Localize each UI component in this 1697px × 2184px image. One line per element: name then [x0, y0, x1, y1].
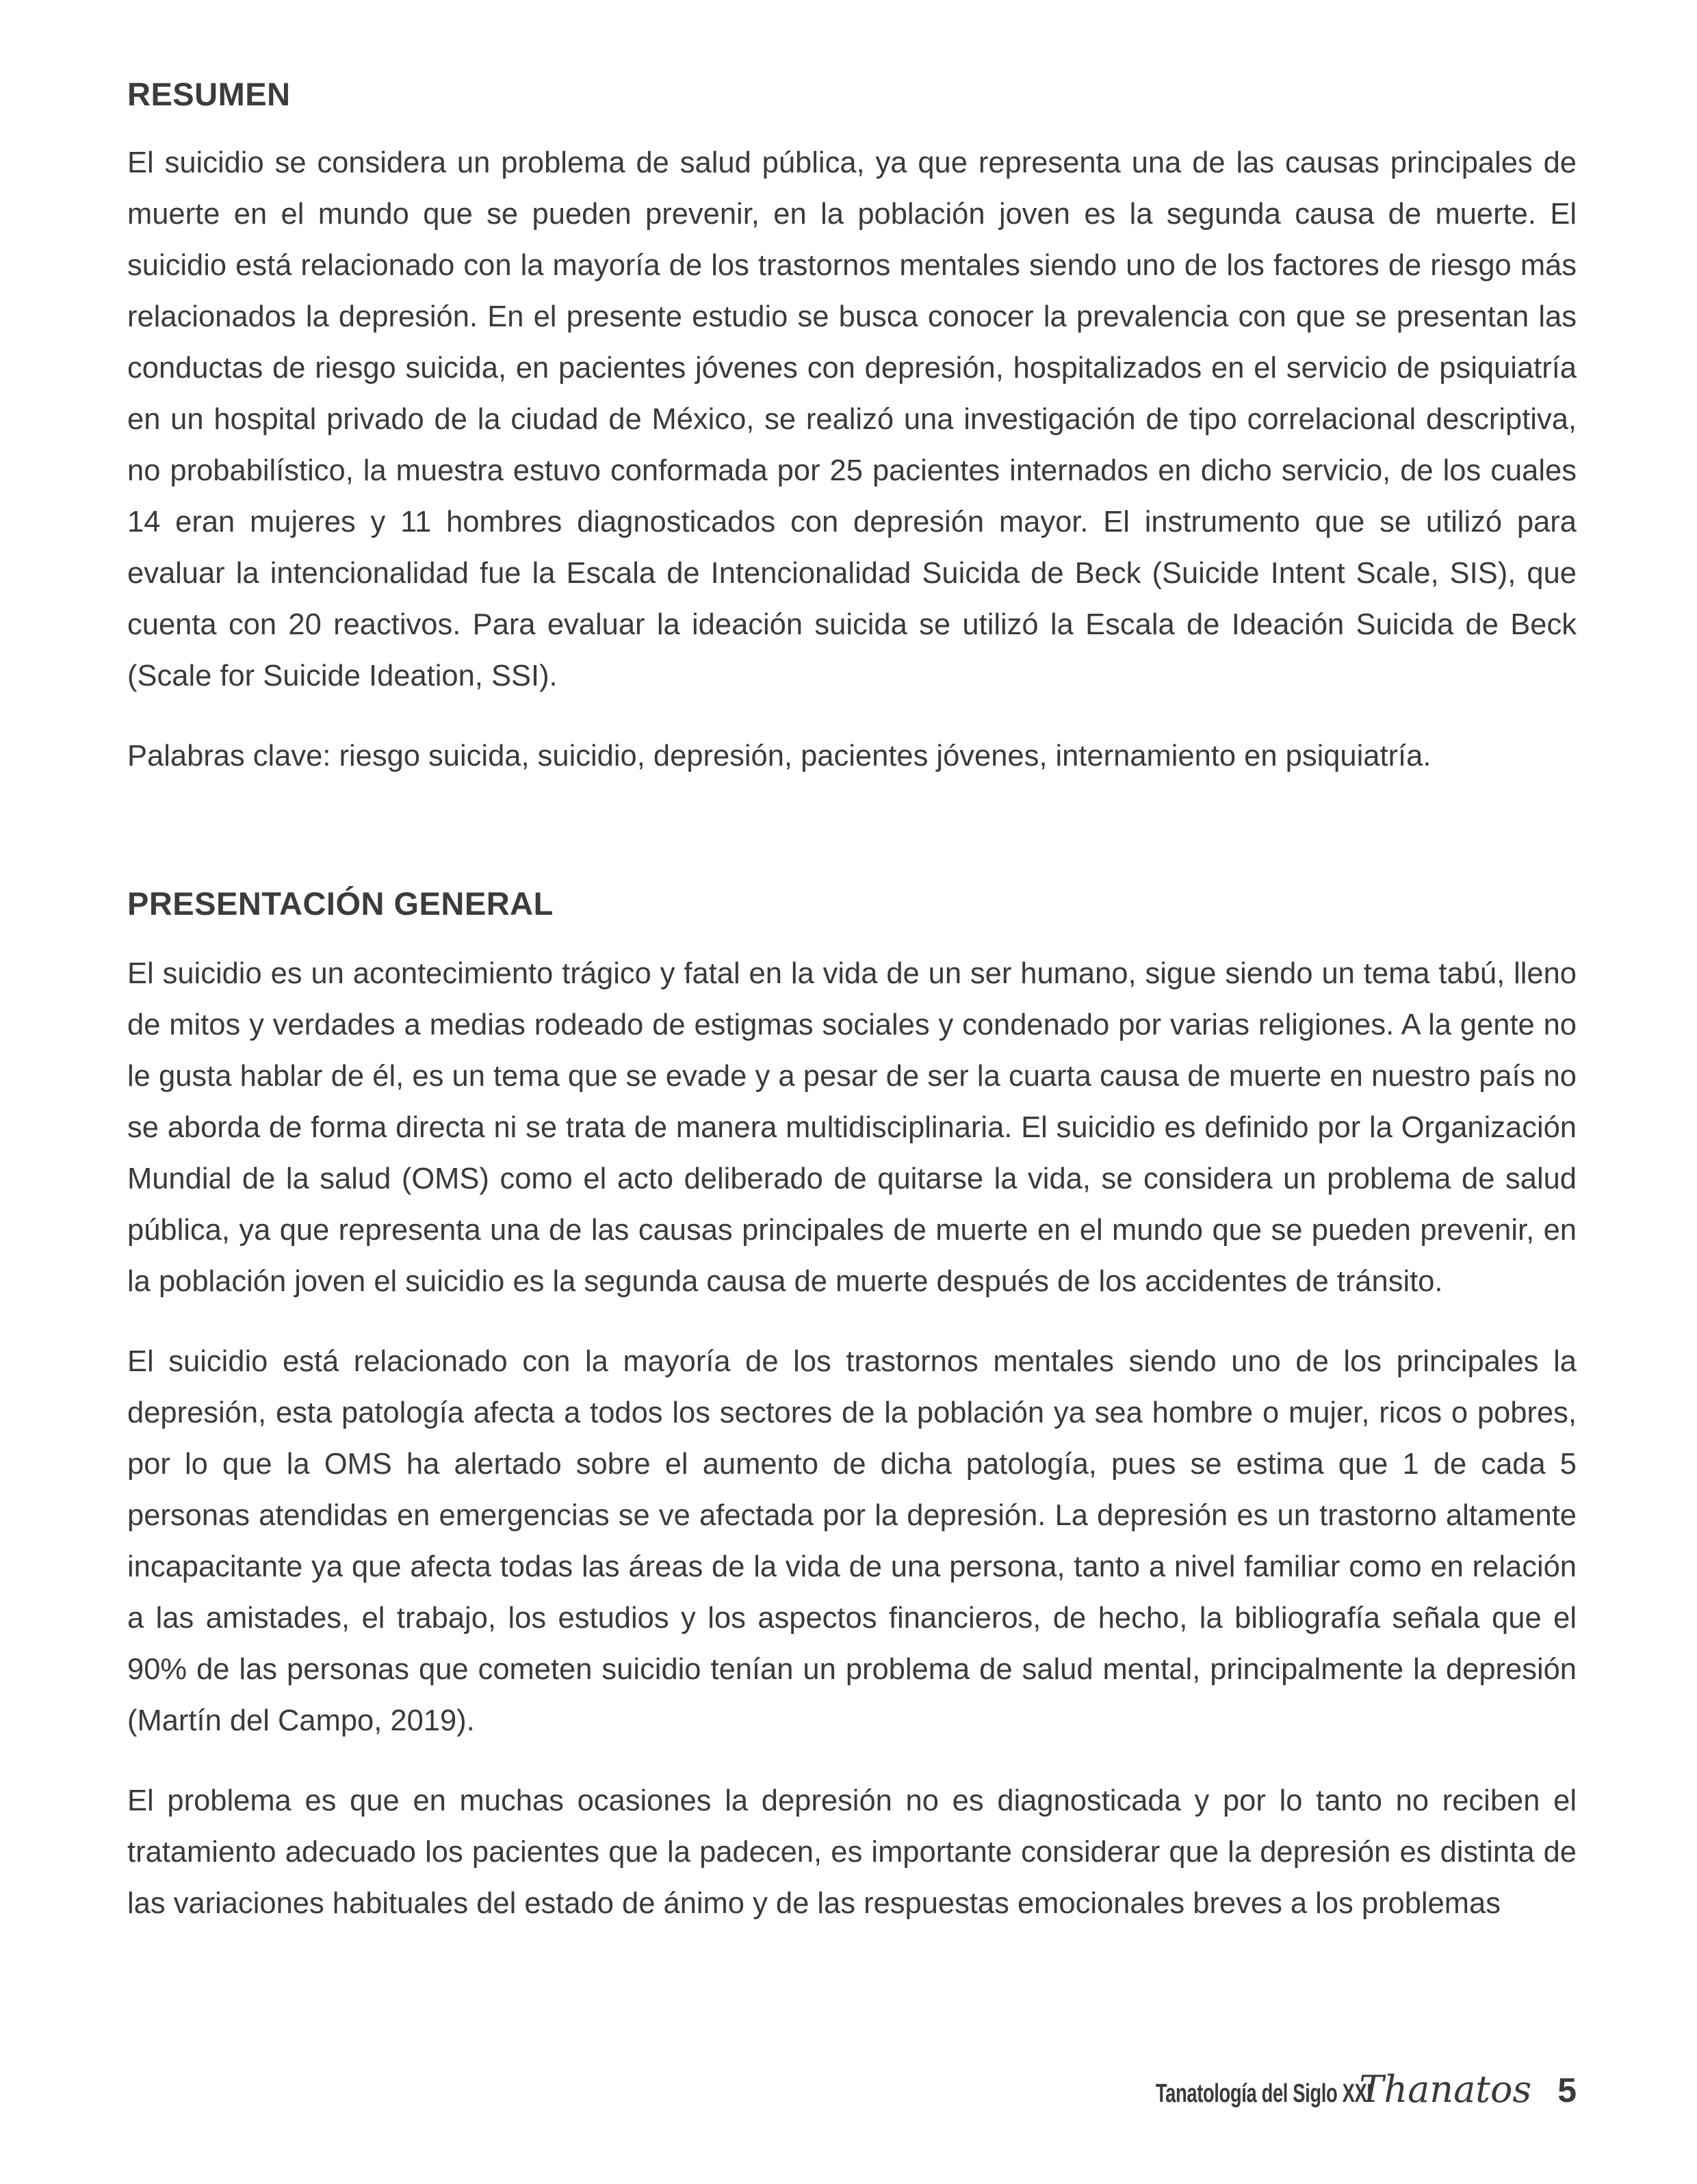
- presentacion-paragraph-2: El suicidio está relacionado con la mayoría de los trastornos mentales siendo uno de los principales la depresión, esta patología afecta a todos los sectores de la población ya sea hombre o mujer, ricos o pobres, por lo que la OMS ha alertado sobre el aumento de dicha patología, pues se estima que 1 de cada 5 personas atendidas en emergencias se ve afectada por la depresión. La depresión es un trastorno altamente incapacitante ya que afecta todas las áreas de la vida de una persona, tanto a nivel familiar como en relación a las amistades, el trabajo, los estudios y los aspectos financieros, de hecho, la bibliografía señala que el 90% de las personas que cometen suicidio tenían un problema de salud mental, principalmente la depresión (Martín del Campo, 2019).: [127, 1345, 1577, 1737]
- presentacion-heading: PRESENTACIÓN GENERAL: [127, 885, 554, 922]
- page-footer: [1072, 2068, 1577, 2111]
- resumen-paragraph: El suicidio se considera un problema de salud pública, ya que representa una de las causas principales de muerte en el mundo que se pueden prevenir, en la población joven es la segunda causa de muerte. El suicidio está relacionado con la mayoría de los trastornos mentales siendo uno de los factores de riesgo más relacionados la depresión. En el presente estudio se busca conocer la prevalencia con que se presentan las conductas de riesgo suicida, en pacientes jóvenes con depresión, hospitalizados en el servicio de psiquiatría en un hospital privado de la ciudad de México, se realizó una investigación de tipo correlacional descriptiva, no probabilístico, la muestra estuvo conformada por 25 pacientes internados en dicho servicio, de los cuales 14 eran mujeres y 11 hombres diagnosticados con depresión mayor. El instrumento que se utilizó para evaluar la intencionalidad fue la Escala de Intencionalidad Suicida de Beck (Suicide Intent Scale, SIS), que cuenta con 20 reactivos. Para evaluar la ideación suicida se utilizó la Escala de Ideación Suicida de Beck (Scale for Suicide Ideation, SSI).: [127, 146, 1577, 692]
- resumen-section: [127, 75, 1577, 782]
- journal-name: Tanatología del Siglo XXI: [1155, 2079, 1372, 2108]
- resumen-heading: RESUMEN: [127, 76, 291, 112]
- document-page: [127, 75, 1577, 1929]
- page-number: 5: [1557, 2071, 1577, 2109]
- presentacion-section: [127, 885, 1577, 1929]
- journal-logo: Thanatos: [1359, 2068, 1532, 2111]
- keywords-paragraph: Palabras clave: riesgo suicida, suicidio, depresión, pacientes jóvenes, internamiento en psiquiatría.: [127, 740, 1432, 772]
- presentacion-paragraph-1: El suicidio es un acontecimiento trágico y fatal en la vida de un ser humano, sigue siendo un tema tabú, lleno de mitos y verdades a medias rodeado de estigmas sociales y condenado por varias religiones. A la gente no le gusta hablar de él, es un tema que se evade y a pesar de ser la cuarta causa de muerte en nuestro país no se aborda de forma directa ni se trata de manera multidisciplinaria. El suicidio es definido por la Organización Mundial de la salud (OMS) como el acto deliberado de quitarse la vida, se considera un problema de salud pública, ya que representa una de las causas principales de muerte en el mundo que se pueden prevenir, en la población joven el suicidio es la segunda causa de muerte después de los accidentes de tránsito.: [127, 957, 1577, 1298]
- presentacion-paragraph-3: El problema es que en muchas ocasiones la depresión no es diagnosticada y por lo tanto no reciben el tratamiento adecuado los pacientes que la padecen, es importante considerar que la depresión es distinta de las variaciones habituales del estado de ánimo y de las respuestas emocionales breves a los problemas: [127, 1784, 1577, 1920]
